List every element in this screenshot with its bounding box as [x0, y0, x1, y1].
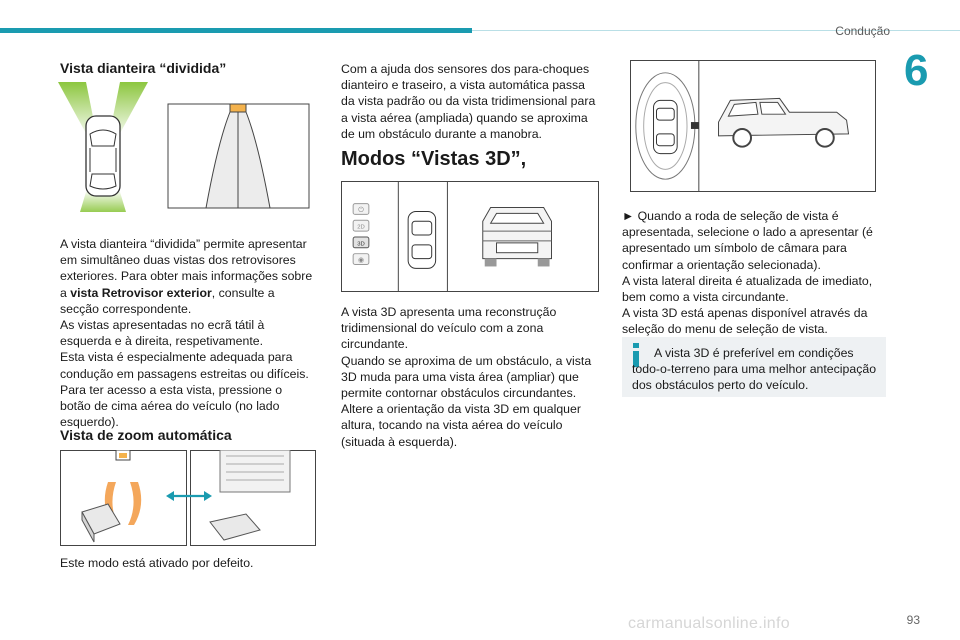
split-view-illustration	[58, 82, 312, 212]
split-view-text-3: Esta vista é especialmente adequada para condução em passagens estreitas ou difíceis.	[60, 350, 309, 381]
info-note-box	[622, 337, 886, 397]
view-selection-illustration	[631, 61, 875, 191]
figure-view-selection	[630, 60, 876, 192]
split-view-text-4: Para ter acesso a esta vista, pressione o botão de cima aérea do veículo (no lado esquerdo).	[60, 382, 283, 430]
mirror-view-link-text: vista Retrovisor exterior	[70, 285, 212, 300]
right-view-text: A vista lateral direita é atualizada de imediato, bem como a vista circundante.	[622, 273, 873, 305]
3d-view-text-3: Altere a orientação da vista 3D em qualquer altura, tocando na vista aérea do veículo (situada à esquerda).	[341, 402, 581, 449]
menu-power-icon[interactable]: ⏻	[358, 206, 364, 214]
view-wheel-bullet: ► Quando a roda de seleção de vista é apresentada, selecione o lado a apresentar (é apresentado um símbolo de câmara para confirmar a orientação selecionada).	[622, 209, 873, 272]
heading-3d-views: Modos “Vistas 3D”,	[341, 148, 527, 170]
page-number: 93	[906, 613, 920, 627]
figure-3d-view	[341, 181, 599, 292]
col1-text	[60, 236, 316, 430]
3d-availability-text: A vista 3D está apenas disponível através da seleção do menu de seleção de vista.	[622, 306, 868, 337]
auto-zoom-illustration	[60, 450, 316, 546]
heading-auto-zoom: Vista de zoom automática	[60, 427, 232, 443]
watermark: carmanualsonline.info	[628, 615, 790, 632]
split-view-text-2: As vistas apresentadas no ecrã tátil à esquerda e à direita, respetivamente.	[60, 318, 265, 349]
3d-view-illustration	[342, 182, 598, 291]
auto-view-text: Com a ajuda dos sensores dos para-choques dianteiro e traseiro, a vista automática passa da vista padrão ou da vista tridimensional para a vista aérea (ampliada) quando se aproxima de um obstáculo durante a manobra.	[341, 62, 596, 141]
heading-split-front-view: Vista dianteira “dividida”	[60, 60, 227, 76]
split-view-text-a: A vista dianteira “dividida” permite apresentar em simultâneo duas vistas dos retrovisores exteriores. Para obter mais informações sobre a	[60, 237, 313, 300]
chapter-number: 6	[904, 46, 929, 95]
menu-2d-button[interactable]: 2D	[357, 224, 365, 231]
info-note-text: A vista 3D é preferível em condições todo-o-terreno para uma melhor antecipação dos obstáculos perto do veículo.	[632, 346, 877, 393]
split-view-text-b: , consulte a secção correspondente.	[60, 285, 275, 316]
3d-view-text-1: A vista 3D apresenta uma reconstrução tridimensional do veículo com a zona circundante.	[341, 305, 557, 352]
col3-text	[622, 208, 886, 338]
3d-view-text-2: Quando se aproxima de um obstáculo, a vista 3D muda para uma vista área (ampliar) que permite contornar obstáculos circundantes.	[341, 353, 592, 401]
section-title: Condução	[835, 24, 890, 38]
figure-split-front-view	[58, 82, 312, 212]
menu-3d-button[interactable]: 3D	[357, 241, 365, 248]
header-accent-bar	[0, 28, 472, 33]
figure-auto-zoom	[60, 450, 316, 546]
auto-zoom-text: Este modo está ativado por defeito.	[60, 556, 254, 570]
menu-camera-icon[interactable]: ◉	[358, 257, 364, 265]
col2-text	[341, 304, 601, 450]
